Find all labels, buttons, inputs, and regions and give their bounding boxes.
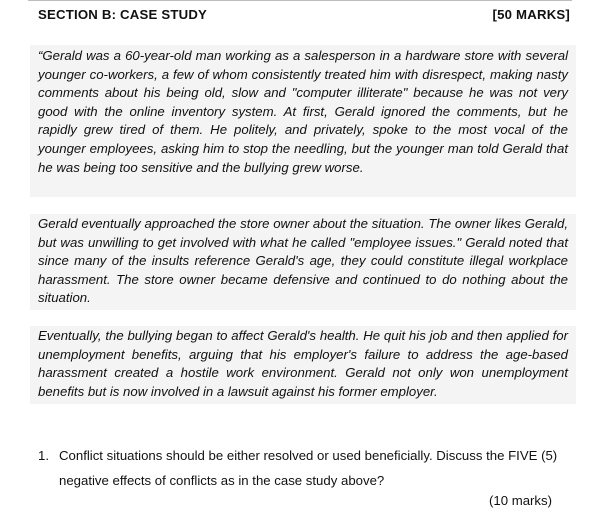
case-study-paragraph-3: Eventually, the bullying began to affect Gerald's health. He quit his job and then applied for unemployment benefits, arguing that his employer's failure to address the age-based harassment created a hostile work environment. Gerald not only won unemployment benefits but is now involved in a lawsuit against his former employer. (30, 326, 576, 404)
section-marks: [50 MARKS] (492, 7, 570, 22)
section-title: SECTION B: CASE STUDY (38, 7, 208, 22)
case-study-paragraph-1: “Gerald was a 60-year-old man working as a salesperson in a hardware store with several younger co-workers, a few of whom consistently treated him with disrespect, making nasty comments about his being old, slow and "computer illiterate" because he was not very good with the online inventory system. At first, Gerald ignored the comments, but he rapidly grew tired of them. He politely, and privately, spoke to the most vocal of the younger employees, asking him to stop the needling, but the younger man told Gerald that he was being too sensitive and the bullying grew worse. (30, 45, 576, 197)
question-marks: (10 marks) (488, 493, 552, 508)
top-divider (28, 0, 572, 1)
case-study-paragraph-2: Gerald eventually approached the store owner about the situation. The owner likes Gerald, but was unwilling to get involved with what he called "employee issues." Gerald noted that since many of the insults reference Gerald's age, they could constitute illegal workplace harassment. The store owner became defensive and continued to do nothing about the situation. (30, 214, 576, 310)
section-header (38, 7, 570, 25)
question-text: Conflict situations should be either resolved or used beneficially. Discuss the FIVE (5) negative effects of conflicts as in the case study above? (59, 448, 558, 488)
question-number: 1. (38, 448, 49, 463)
question-item (38, 443, 574, 493)
